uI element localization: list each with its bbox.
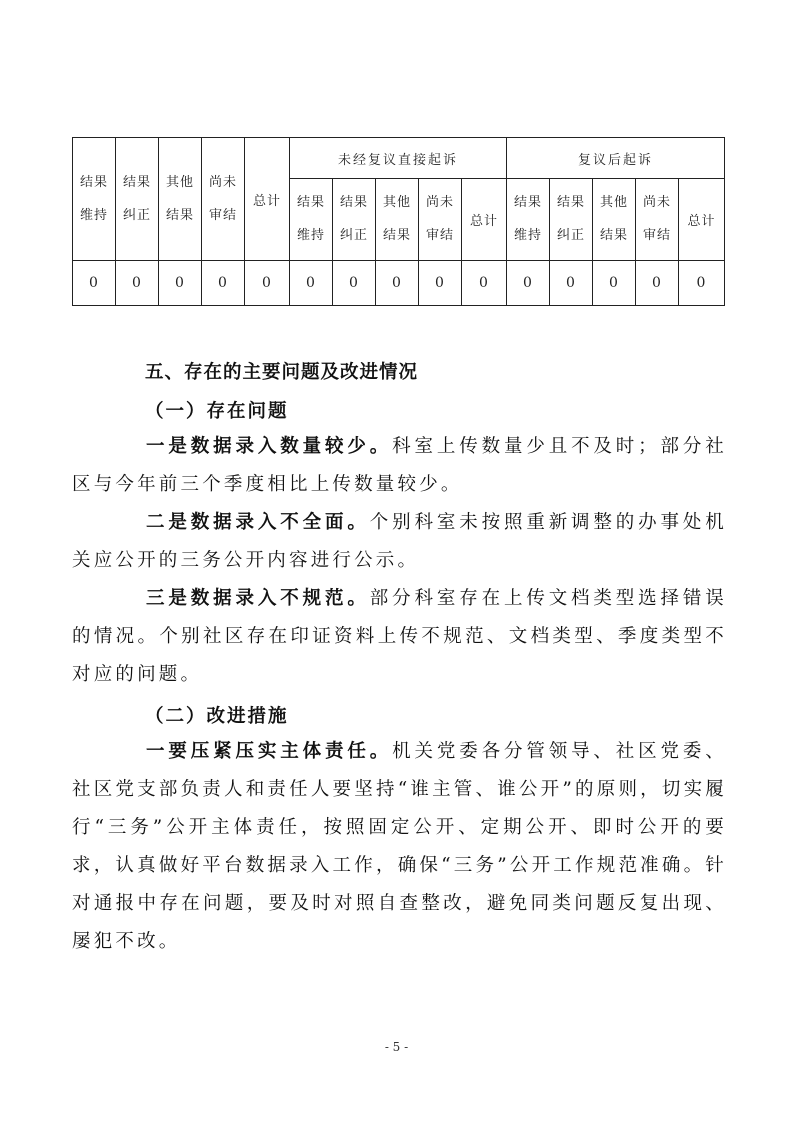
- group-header-after-review: 复议后起诉: [507, 138, 725, 179]
- value-cell: 0: [73, 261, 116, 306]
- measure-paragraph-1: [72, 733, 727, 961]
- header-cell: 结果 维持: [290, 179, 333, 261]
- header-cell-total: 总计: [679, 179, 725, 261]
- value-cell: 0: [636, 261, 679, 306]
- group-header-direct-lawsuit: 未经复议直接起诉: [290, 138, 507, 179]
- problem-paragraph-3: [72, 580, 727, 694]
- header-cell: 结果 纠正: [333, 179, 376, 261]
- header-cell-total: 总计: [462, 179, 507, 261]
- paragraph-lead: 二是数据录入不全面。: [146, 512, 370, 533]
- value-cell: 0: [376, 261, 419, 306]
- value-cell: 0: [333, 261, 376, 306]
- value-cell: 0: [116, 261, 159, 306]
- value-cell: 0: [202, 261, 245, 306]
- header-cell: 结果 纠正: [116, 138, 159, 261]
- section-title: 五、存在的主要问题及改进情况: [145, 362, 419, 383]
- paragraph-lead: 一要压紧压实主体责任。: [146, 741, 393, 762]
- value-cell: 0: [419, 261, 462, 306]
- header-cell: 尚未 审结: [202, 138, 245, 261]
- paragraph-lead: 三是数据录入不规范。: [146, 588, 370, 609]
- header-cell: 其他 结果: [376, 179, 419, 261]
- header-cell-total: 总计: [245, 138, 290, 261]
- paragraph-text: 科室上传数量少且不及时；部分社区与今年前三个季度相比上传数量较少。: [72, 436, 727, 495]
- value-cell: 0: [679, 261, 725, 306]
- statistics-table: [72, 137, 725, 306]
- value-cell: 0: [290, 261, 333, 306]
- paragraph-text: 个别科室未按照重新调整的办事处机关应公开的三务公开内容进行公示。: [72, 512, 727, 571]
- problem-paragraph-2: [72, 504, 727, 580]
- table-row: [73, 261, 725, 306]
- header-cell: 结果 纠正: [550, 179, 593, 261]
- header-cell: 其他 结果: [159, 138, 202, 261]
- value-cell: 0: [159, 261, 202, 306]
- paragraph-lead: 一是数据录入数量较少。: [146, 436, 393, 457]
- value-cell: 0: [245, 261, 290, 306]
- header-cell: 尚未 审结: [636, 179, 679, 261]
- problems-heading: （一）存在问题: [145, 401, 289, 422]
- header-cell: 其他 结果: [593, 179, 636, 261]
- value-cell: 0: [507, 261, 550, 306]
- paragraph-text: 机关党委各分管领导、社区党委、社区党支部负责人和责任人要坚持“谁主管、谁公开”的原则，切实履行“三务”公开主体责任，按照固定公开、定期公开、即时公开的要求，认真做好平台数据录入工作，确保“三务”公开工作规范准确。针对通报中存在问题，要及时对照自查整改，避免同类问题反复出现、屡犯不改。: [72, 741, 727, 952]
- header-cell: 结果 维持: [73, 138, 116, 261]
- paragraph-text: 部分科室存在上传文档类型选择错误的情况。个别社区存在印证资料上传不规范、文档类型、季度类型不对应的问题。: [72, 588, 727, 685]
- header-cell: 结果 维持: [507, 179, 550, 261]
- header-cell: 尚未 审结: [419, 179, 462, 261]
- measures-heading: （二）改进措施: [145, 706, 289, 727]
- value-cell: 0: [550, 261, 593, 306]
- problem-paragraph-1: [72, 428, 727, 504]
- page-number: - 5 -: [384, 1040, 409, 1054]
- value-cell: 0: [462, 261, 507, 306]
- table-header-row-1: [73, 138, 725, 179]
- value-cell: 0: [593, 261, 636, 306]
